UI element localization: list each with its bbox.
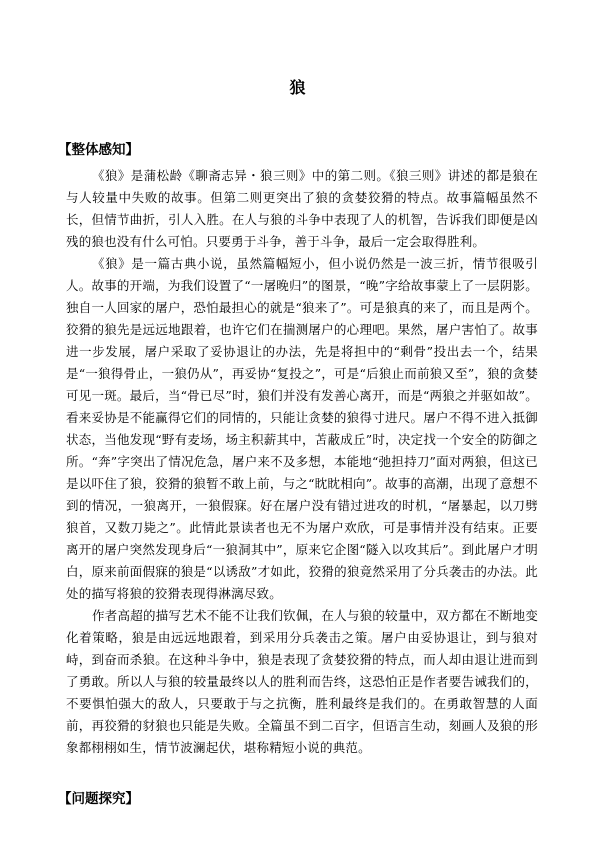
section-body-overall-perception bbox=[66, 165, 538, 759]
paragraph: 作者高超的描写艺术不能不让我们钦佩，在人与狼的较量中，双方都在不断地变化着策略，狼是由远远地跟着，到采用分兵袭击之策。屠户由妥协退让，到与狼对峙，到奋而杀狼。在这种斗争中，狼是表现了贪婪狡猾的特点，而人却由退让进而到了勇敢。所以人与狼的较量最终以人的胜利而告终，这恐怕正是作者要告诫我们的，不要惧怕强大的敌人，只要敢于与之抗衡，胜利最终是我们的。在勇敢智慧的人面前，再狡猾的豺狼也只能是失败。全篇虽不到二百字，但语言生动，刻画人及狼的形象都栩栩如生，情节波澜起伏，堪称精短小说的典范。 bbox=[66, 608, 538, 755]
document-title: 狼 bbox=[289, 78, 306, 97]
paragraph: 《狼》是蒲松龄《聊斋志异・狼三则》中的第二则。《狼三则》讲述的都是狼在与人较量中失败的故事。但第二则更突出了狼的贪婪狡猾的特点。故事篇幅虽然不长，但情节曲折，引人入胜。在人与狼的斗争中表现了人的机智，告诉我们即便是凶残的狼也没有什么可怕。只要勇于斗争，善于斗争，最后一定会取得胜利。 bbox=[66, 168, 538, 249]
section-heading-problem-inquiry: 【问题探究】 bbox=[58, 791, 139, 807]
paragraph: 《狼》是一篇古典小说，虽然篇幅短小，但小说仍然是一波三折，情节很吸引人。故事的开端，为我们设置了“一屠晚归”的图景，“晚”字给故事蒙上了一层阴影。独自一人回家的屠户，恐怕最担心的就是“狼来了”。可是狼真的来了，而且是两个。狡猾的狼先是远远地跟着，也许它们在揣测屠户的心理吧。果然，屠户害怕了。故事进一步发展，屠户采取了妥协退让的办法，先是将担中的“剩骨”投出去一个，结果是“一狼得骨止，一狼仍从”，再妥协“复投之”，可是“后狼止而前狼又至”，狼的贪婪可见一斑。最后，当“骨已尽”时，狼们并没有发善心离开，而是“两狼之并驱如故”。看来妥协是不能赢得它们的同情的，只能让贪婪的狼得寸进尺。屠户不得不进入抵御状态，当他发现“野有麦场，场主积薪其中，苫蔽成丘”时，决定找一个安全的防御之所。“奔”字突出了情况危急，屠户来不及多想，本能地“弛担持刀”面对两狼，但这已是以吓住了狼，狡猾的狼暂不敢上前，与之“眈眈相向”。故事的高潮，出现了意想不到的情况，一狼离开，一狼假寐。好在屠户没有错过进攻的时机，“屠暴起，以刀劈狼首，又数刀毙之”。此情此景读者也无不为屠户欢欣，可是事情并没有结束。正要离开的屠户突然发现身后“一狼洞其中”，原来它企图“隧入以攻其后”。到此屠户才明白，原来前面假寐的狼是“以诱敌”才如此，狡猾的狼竟然采用了分兵袭击的办法。此处的描写将狼的狡猾表现得淋漓尽致。 bbox=[66, 256, 538, 601]
section-heading-overall-perception: 【整体感知】 bbox=[58, 142, 139, 158]
